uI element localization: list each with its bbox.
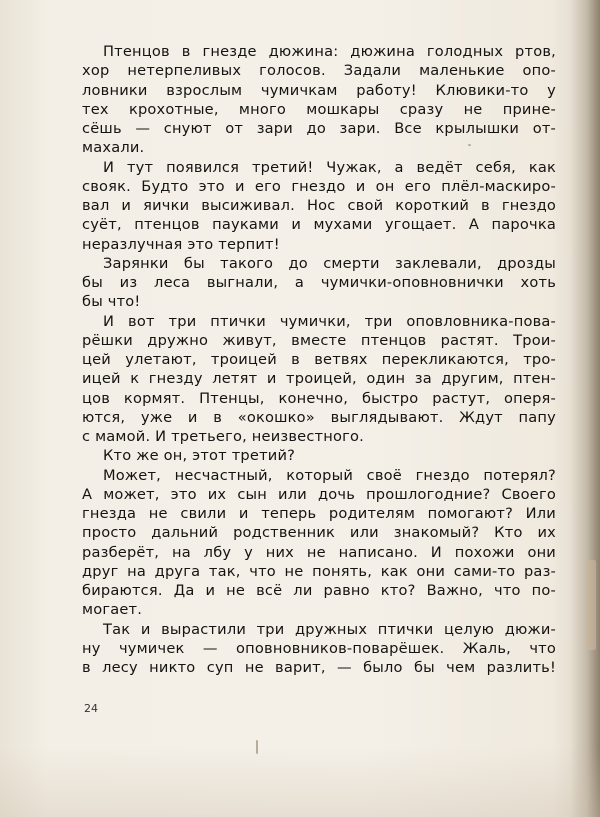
text-line: ицей к гнезду летят и троицей, один за другим, птен- xyxy=(82,370,556,388)
text-line: неразлучная это терпит! xyxy=(82,235,280,253)
text-line: Так и вырастили три дружных птички целую дюжи- xyxy=(103,620,556,638)
page-edge-shadow xyxy=(570,0,600,817)
text-line: хор нетерпеливых голосов. Задали маленькие опо- xyxy=(82,62,556,80)
text-line: разберёт, на лбу у них не написано. И похожи они xyxy=(82,543,556,561)
text-line: тех крохотные, много мошкары сразу не прине- xyxy=(82,100,556,118)
paper-speck xyxy=(256,740,258,754)
text-line: И тут появился третий! Чужак, а ведёт себя, как xyxy=(103,158,556,176)
text-line: в лесу никто суп не варит, — было бы чем разлить! xyxy=(82,659,556,676)
text-line: рёшки дружно живут, вместе птенцов растят. Трои- xyxy=(82,331,556,349)
text-line: цов кормят. Птенцы, конечно, быстро растут, оперя- xyxy=(82,389,556,407)
text-line: ются, уже и в «окошко» выглядывают. Ждут папу xyxy=(82,408,556,426)
text-line: свояк. Будто это и его гнездо и он его плёл-маскиро- xyxy=(82,177,556,195)
text-line: просто дальний родственник или знакомый? Кто их xyxy=(82,524,556,542)
text-line: Может, несчастный, который своё гнездо потерял? xyxy=(103,466,556,484)
text-line: А может, это их сын или дочь прошлогодние? Своего xyxy=(82,485,556,503)
text-line: с мамой. И третьего, неизвестного. xyxy=(82,428,364,445)
text-line: бираются. Да и не всё ли равно кто? Важно, что по- xyxy=(82,582,556,599)
text-line: Зарянки бы такого до смерти заклевали, дрозды xyxy=(103,254,556,272)
story-text xyxy=(82,42,556,677)
text-line: друг на друга так, что не понять, как они сами-то раз- xyxy=(82,562,556,580)
text-line: бы что! xyxy=(82,293,141,311)
text-line: И вот три птички чумички, три оповловника-пова- xyxy=(103,312,556,330)
text-line: могает. xyxy=(82,601,143,619)
page-bottom-shade xyxy=(0,747,600,817)
page-edge-mark xyxy=(586,560,596,650)
text-line: ну чумичек — оповновников-поварёшек. Жаль, что xyxy=(82,639,556,657)
text-line: махали. xyxy=(82,139,145,157)
text-line: Птенцов в гнезде дюжина: дюжина голодных ртов, xyxy=(103,43,556,60)
text-line: Кто же он, этот третий? xyxy=(103,447,296,465)
page-number: 24 xyxy=(84,702,98,715)
text-line: сёшь — снуют от зари до зари. Все крылышки от- xyxy=(82,120,556,137)
text-line: вал и яички высиживал. Нос свой короткий в гнездо xyxy=(82,197,556,214)
text-line: бы из леса выгнали, а чумички-оповновнички хоть xyxy=(82,274,556,291)
text-line: ловники взрослым чумичкам работу! Клювики-то у xyxy=(82,81,556,99)
text-line: суёт, птенцов пауками и мухами угощает. А парочка xyxy=(82,216,556,234)
text-line: гнезда не свили и теперь родителям помогают? Или xyxy=(82,505,556,522)
text-line: цей улетают, троицей в ветвях перекликаются, тро- xyxy=(82,351,556,368)
